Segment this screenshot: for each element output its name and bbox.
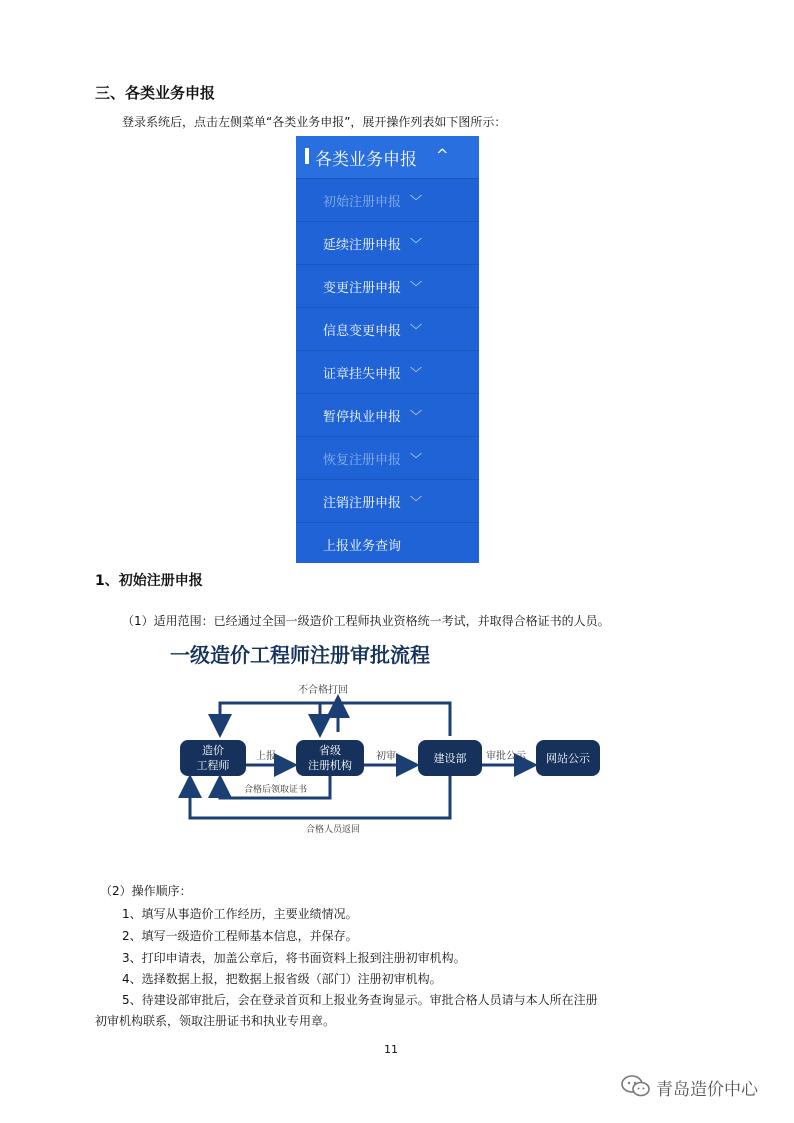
chevron-down-icon: ﹀ <box>410 366 423 380</box>
menu-item[interactable] <box>296 221 479 264</box>
page-number: 11 <box>384 1043 398 1056</box>
node-engineer-line2: 工程师 <box>196 759 230 772</box>
watermark-text: 青岛造价中心 <box>656 1080 758 1100</box>
scope-paragraph: （1）适用范围：已经通过全国一级造价工程师执业资格统一考试，并取得合格证书的人员。 <box>122 614 610 628</box>
menu-header-bar <box>305 148 309 164</box>
step-item: 3、打印申请表，加盖公章后，将书面资料上报到注册初审机构。 <box>122 951 466 965</box>
node-engineer-line1: 造价 <box>202 744 224 757</box>
node-provincial-line2: 注册机构 <box>308 759 352 772</box>
step-item: 1、填写从事造价工作经历，主要业绩情况。 <box>122 907 358 921</box>
menu-item-label: 初始注册申报 <box>323 195 402 210</box>
collect-cert-label: 合格后领取证书 <box>244 785 308 795</box>
step-item: 4、选择数据上报，把数据上报省级（部门）注册初审机构。 <box>122 972 442 986</box>
chevron-down-icon: ﹀ <box>410 280 423 294</box>
menu-item-label: 上报业务查询 <box>323 539 402 554</box>
menu-item[interactable] <box>296 350 479 393</box>
node-publish-label: 网站公示 <box>546 752 590 765</box>
menu-item-label: 注销注册申报 <box>323 496 402 511</box>
menu-item[interactable] <box>296 264 479 307</box>
reject-loop <box>220 700 450 736</box>
chevron-down-icon: ﹀ <box>410 409 423 423</box>
chevron-up-icon: ^ <box>436 146 449 164</box>
step-item: 2、填写一级造价工程师基本信息，并保存。 <box>122 929 358 943</box>
menu-item[interactable] <box>296 178 479 221</box>
return-qualified-label: 合格人员返回 <box>306 825 361 835</box>
menu-item-label: 恢复注册申报 <box>323 453 402 468</box>
intro-paragraph: 登录系统后，点击左侧菜单“各类业务申报”，展开操作列表如下图所示： <box>122 115 507 129</box>
report-label: 上报 <box>256 751 276 762</box>
menu-item-label: 变更注册申报 <box>323 281 402 296</box>
section-heading: 三、各类业务申报 <box>95 84 216 102</box>
menu-item-label: 信息变更申报 <box>323 324 402 339</box>
chevron-down-icon: ﹀ <box>410 452 423 466</box>
menu-title: 各类业务申报 <box>315 150 417 170</box>
chevron-down-icon: ﹀ <box>410 323 423 337</box>
step-continuation: 初审机构联系，领取注册证书和执业专用章。 <box>95 1014 336 1028</box>
menu-item-label: 延续注册申报 <box>323 238 402 253</box>
chevron-down-icon: ﹀ <box>410 237 423 251</box>
step-item: 5、待建设部审批后，会在登录首页和上报业务查询显示。审批合格人员请与本人所在注册 <box>122 993 598 1007</box>
menu-header[interactable] <box>296 136 479 178</box>
business-menu <box>296 136 479 563</box>
node-ministry-label: 建设部 <box>433 752 467 765</box>
steps-heading: （2）操作顺序： <box>100 884 192 898</box>
chevron-down-icon: ﹀ <box>410 495 423 509</box>
chevron-down-icon: ﹀ <box>410 194 423 208</box>
menu-item-label: 暂停执业申报 <box>323 410 402 425</box>
node-provincial-line1: 省级 <box>319 744 341 757</box>
reject-label: 不合格打回 <box>298 685 348 696</box>
flowchart-title: 一级造价工程师注册审批流程 <box>170 643 430 667</box>
menu-item[interactable] <box>296 479 479 522</box>
approve-label: 审批公示 <box>486 751 526 762</box>
menu-item[interactable] <box>296 393 479 436</box>
menu-item-label: 证章挂失申报 <box>323 367 402 382</box>
subsection-heading: 1、初始注册申报 <box>95 573 203 589</box>
menu-item[interactable] <box>296 522 479 565</box>
approval-flowchart <box>150 640 630 845</box>
wechat-icon <box>620 1074 652 1098</box>
menu-item[interactable] <box>296 436 479 479</box>
return-loops <box>190 776 450 818</box>
menu-item[interactable] <box>296 307 479 350</box>
first-review-label: 初审 <box>376 751 396 762</box>
